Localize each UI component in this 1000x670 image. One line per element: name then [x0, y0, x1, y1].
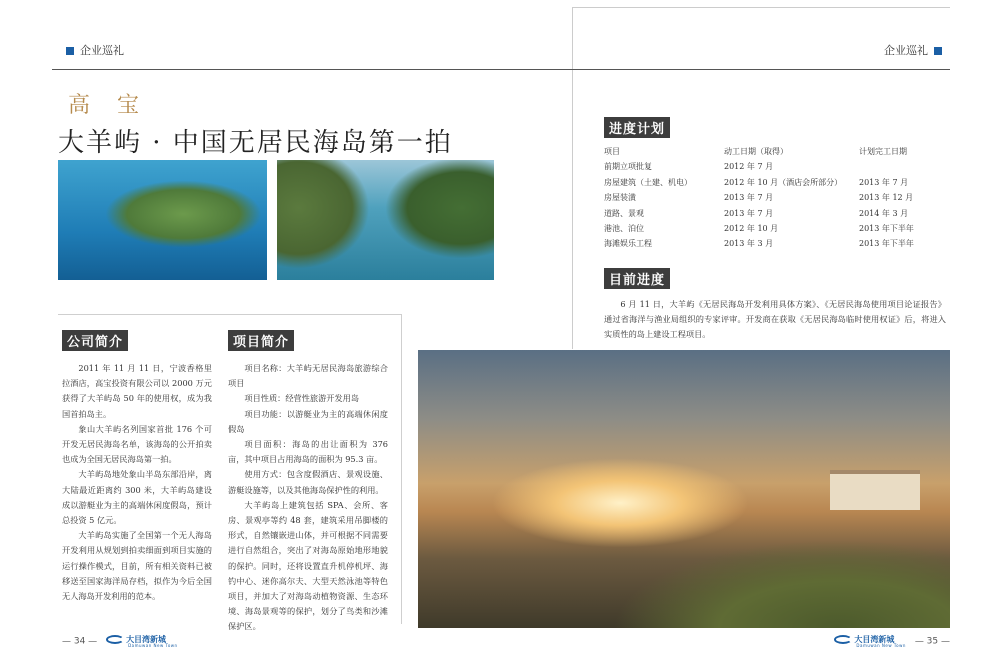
- island-aerial-photo: [58, 160, 267, 280]
- table-row: [604, 236, 949, 251]
- company-intro-heading: 公司简介: [62, 330, 128, 351]
- table-cell: [859, 159, 949, 174]
- square-bullet-icon: [934, 47, 942, 55]
- paragraph: 项目性质：经营性旅游开发用岛: [244, 393, 360, 404]
- paragraph: 大羊屿岛上建筑包括 SPA、会所、客房、景观亭等约 48 套，建筑采用吊脚楼的形式，自然镶嵌进山体，并可根据不同需要进行自然组合，突出了对海岛原始地形地貌的保护。同时，还将设置直升机停机坪、海钓中心、迷你高尔夫、大型天然泳池等特色项目，并加大了对海岛动植物资源、生态环境、海岛景观等的保护，划分了鸟类和沙滩保护区。: [228, 499, 388, 632]
- wave-logo-icon: [106, 635, 124, 644]
- photo-villa: [830, 470, 920, 510]
- section-header-left: 企业巡礼: [60, 42, 124, 58]
- paragraph: 2011 年 11 月 11 日，宁波香格里拉酒店，高宝投资有限公司以 2000 万元获得了大羊屿岛 50 年的使用权，成为我国首拍岛主。: [62, 363, 212, 419]
- right-page-frame-top: [572, 7, 950, 8]
- paragraph: 大羊屿岛实施了全国第一个无人海岛开发利用从规划到拍卖细面到项目实施的运行操作模式，目前，所有相关资料已被移送至国家海洋局存档，拟作为今后全国无人海岛开发利用的范本。: [62, 530, 212, 602]
- progress-text: [604, 297, 946, 342]
- page-number: — 35 —: [914, 636, 950, 647]
- table-cell: 前期立项批复: [604, 162, 652, 172]
- page-number: — 34 —: [62, 636, 98, 647]
- paragraph: 使用方式：包含度假酒店、景观设施、游艇设施等，以及其他海岛保护性的利用。: [228, 469, 388, 495]
- section-header-right: 企业巡礼: [884, 42, 948, 58]
- table-cell: 2013 年 7 月: [724, 193, 774, 203]
- paragraph: 项目名称：大羊屿无居民海岛旅游综合项目: [228, 363, 388, 389]
- table-cell: 2012 年 10 月: [724, 223, 779, 233]
- article-headline: 大羊屿 · 中国无居民海岛第一拍: [58, 128, 453, 158]
- table-row: [604, 159, 949, 174]
- table-cell: 2013 年 7 月: [859, 177, 909, 187]
- footer-left: [62, 634, 184, 648]
- table-row: [604, 190, 949, 205]
- coastline-photo: [277, 160, 494, 280]
- paragraph: 6 月 11 日，大羊屿《无居民海岛开发利用具体方案》、《无居民海岛使用项目论证报告》通过省海洋与渔业局组织的专家评审。开发商在获取《无居民海岛临时使用权证》后，将进入实质性的岛上建设工程项目。: [604, 299, 946, 339]
- right-page-frame-edge: [572, 7, 573, 349]
- table-cell: 2013 年 7 月: [724, 208, 774, 218]
- company-intro-text: [62, 361, 212, 604]
- table-cell: 港池、泊位: [604, 223, 644, 233]
- table-cell: 道路、景观: [604, 208, 644, 218]
- table-cell: 2013 年下半年: [859, 223, 914, 233]
- table-cell: 海滩娱乐工程: [604, 239, 652, 249]
- column-header: 动工日期（取得）: [724, 147, 788, 156]
- schedule-heading: 进度计划: [604, 117, 670, 138]
- table-cell: 房屋建筑（土建、机电）: [604, 177, 692, 187]
- table-cell: 2013 年 3 月: [724, 239, 774, 249]
- table-cell: 2014 年 3 月: [859, 208, 909, 218]
- header-rule-left: [52, 69, 572, 70]
- column-header: 项目: [604, 147, 620, 156]
- table-cell: 2012 年 10 月（酒店会所部分）: [724, 177, 843, 187]
- paragraph: 大羊屿岛地处象山半岛东部沿岸，离大陆最近距离约 300 米，大羊屿岛建设成以游艇业为主的高端休闲度假岛，预计总投资 5 亿元。: [62, 469, 212, 526]
- table-cell: 2013 年 12 月: [859, 193, 914, 203]
- table-row: [604, 221, 949, 236]
- paragraph: 象山大羊屿名列国家首批 176 个可开发无居民海岛名单，该海岛的公开拍卖也成为全国无居民海岛第一拍。: [62, 423, 212, 465]
- paragraph: 项目功能：以游艇业为主的高端休闲度假岛: [228, 408, 388, 434]
- header-rule-right: [572, 69, 950, 70]
- table-row: [604, 206, 949, 221]
- table-cell: 房屋装潢: [604, 193, 636, 203]
- project-intro-heading: 项目简介: [228, 330, 294, 351]
- table-cell: 2013 年下半年: [859, 239, 914, 249]
- wave-logo-icon: [834, 635, 852, 644]
- brand-logo: 大目湾新城 Damuwan New Town: [834, 634, 906, 648]
- project-intro-text: [228, 361, 388, 635]
- schedule-table: [604, 144, 949, 252]
- company-name: 高 宝: [68, 93, 149, 118]
- table-cell: 2012 年 7 月: [724, 162, 774, 172]
- square-bullet-icon: [66, 47, 74, 55]
- table-row: [604, 175, 949, 190]
- brand-logo: 大目湾新城 Damuwan New Town: [106, 634, 178, 648]
- column-header: 计划完工日期: [859, 147, 907, 156]
- sunset-resort-photo: [418, 350, 950, 628]
- table-header-row: [604, 144, 949, 159]
- footer-right: [828, 634, 950, 648]
- paragraph: 项目面积：海岛的出让面积为 376 亩，其中项目占用海岛的面积为 95.3 亩。: [228, 439, 388, 465]
- progress-heading: 目前进度: [604, 268, 670, 289]
